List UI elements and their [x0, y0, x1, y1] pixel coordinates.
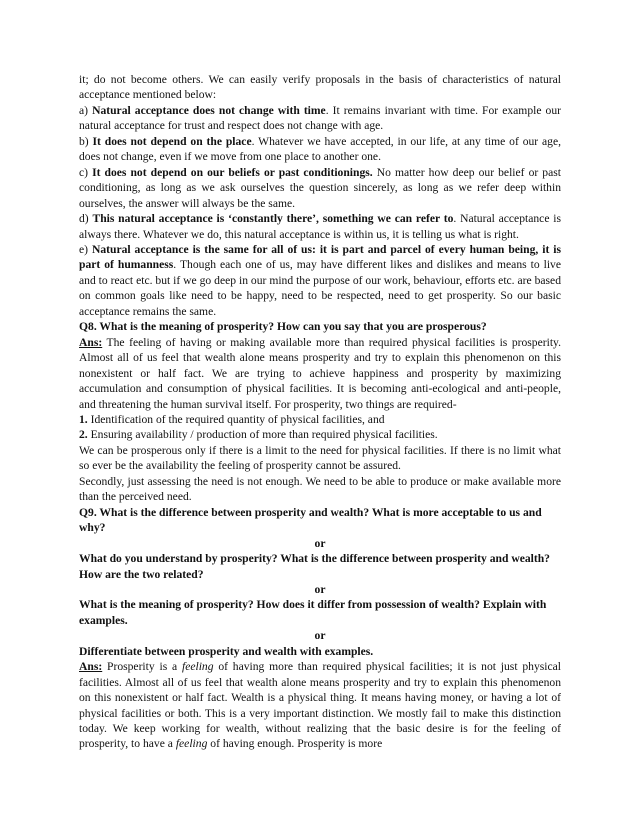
point-e-label: e) [79, 242, 89, 256]
answer-9 [79, 659, 561, 752]
intro-paragraph: it; do not become others. We can easily verify proposals in the basis of characteristics of natural acceptance mentioned below: [79, 73, 561, 102]
secondly-paragraph: Secondly, just assessing the need is not enough. We need to be able to produce or make available more than the perceived need. [79, 474, 561, 504]
question-9-alt-3: Differentiate between prosperity and wealth with examples. [79, 644, 374, 658]
limit-paragraph: We can be prosperous only if there is a limit to the need for physical facilities. If there is no limit what so ever be the availability the feeling of prosperity cannot be assured. [79, 443, 561, 473]
point-e [79, 242, 561, 319]
or-separator-2: or [314, 582, 326, 596]
point-b-text: . Whatever we have accepted, in our life, at any time of our age, does not change, even if we move from one place to another one. [79, 134, 561, 164]
or-separator-3: or [314, 629, 326, 643]
answer-9-text-2: of having more than required physical facilities; it is not just physical facilities. Almost all of us feel that wealth alone means prosperity and try to explain this phenomenon on this nonexistent or half fact. Wealth is a physical thing. It means having money, or having a lot of physical facilities or both. This is a very important distinction. We mostly fail to make this distinction today. We keep working for wealth, without realizing that the basic desire is for the feeling of prosperity, to have a [79, 660, 561, 751]
list-item-1-text: Identification of the required quantity of physical facilities, and [87, 412, 385, 426]
answer-9-text-1: Prosperity is a [102, 660, 182, 674]
point-d-label: d) [79, 212, 89, 226]
answer-9-text-3: of having enough. Prosperity is more [207, 737, 383, 751]
list-item-1-number: 1. [79, 412, 88, 426]
answer-8-text: The feeling of having or making available more than required physical facilities is prosperity. Almost all of us feel that wealth alone means prosperity and try to explain this phenomenon on this nonexistent or half fact. We are trying to achieve happiness and prosperity by maximizing accumulation and consumption of physical facilities. It is becoming anti-ecological and anti-people, and threatening the human survival itself. For prosperity, two things are required- [79, 335, 561, 411]
point-c-heading: It does not depend on our beliefs or past conditionings. [92, 165, 373, 179]
answer-9-feeling-2: feeling [175, 737, 208, 751]
point-d-heading: This natural acceptance is ‘constantly there’, something we can refer to [92, 212, 454, 226]
point-c [79, 165, 561, 211]
point-d [79, 211, 561, 242]
list-item-1 [79, 412, 561, 427]
point-a-text: . It remains invariant with time. For example our natural acceptance for trust and respect does not change with age. [79, 103, 561, 133]
question-8: Q8. What is the meaning of prosperity? How can you say that you are prosperous? [79, 320, 487, 334]
document-page [79, 72, 561, 752]
point-d-text: . Natural acceptance is always there. Whatever we do, this natural acceptance is within us, it is telling us what is right. [79, 212, 561, 241]
point-a-label: a) [79, 103, 89, 117]
or-separator-1: or [314, 536, 326, 550]
answer-9-feeling-1: feeling [181, 660, 214, 674]
list-item-2-text: Ensuring availability / production of more than required physical facilities. [87, 428, 438, 442]
question-9-alt-2: What is the meaning of prosperity? How does it differ from possession of wealth? Explain with examples. [79, 598, 547, 627]
point-c-text: No matter how deep our belief or past conditioning, as long as we ask ourselves the question sincerely, as long as we refer deep within ourselves, the answer will always be the same. [79, 165, 561, 210]
point-a-heading: Natural acceptance does not change with time [92, 103, 326, 117]
answer-9-label: Ans: [79, 660, 103, 674]
point-b-label: b) [79, 134, 89, 148]
question-9-alt-1: What do you understand by prosperity? What is the difference between prosperity and wealth? How are the two related? [79, 552, 550, 581]
question-9: Q9. What is the difference between prosperity and wealth? What is more acceptable to us and why? [79, 505, 542, 535]
point-e-heading: Natural acceptance is the same for all of us: it is part and parcel of every human being, it is part of humanness [79, 242, 561, 272]
list-item-2-number: 2. [79, 428, 88, 442]
point-a [79, 103, 561, 134]
point-e-text: . Though each one of us, may have different likes and dislikes and means to live and to react etc. but if we go deep in our mind the purpose of our work, behaviour, efforts etc. are based on common goals like need to be happy, need to be respected, need to get prosperity. So our basic acceptance remains the same. [79, 258, 561, 318]
point-c-label: c) [79, 165, 89, 179]
answer-8-label: Ans: [79, 335, 103, 349]
list-item-2 [79, 427, 561, 442]
point-b [79, 134, 561, 165]
answer-8 [79, 335, 561, 412]
point-b-heading: It does not depend on the place [92, 134, 252, 148]
